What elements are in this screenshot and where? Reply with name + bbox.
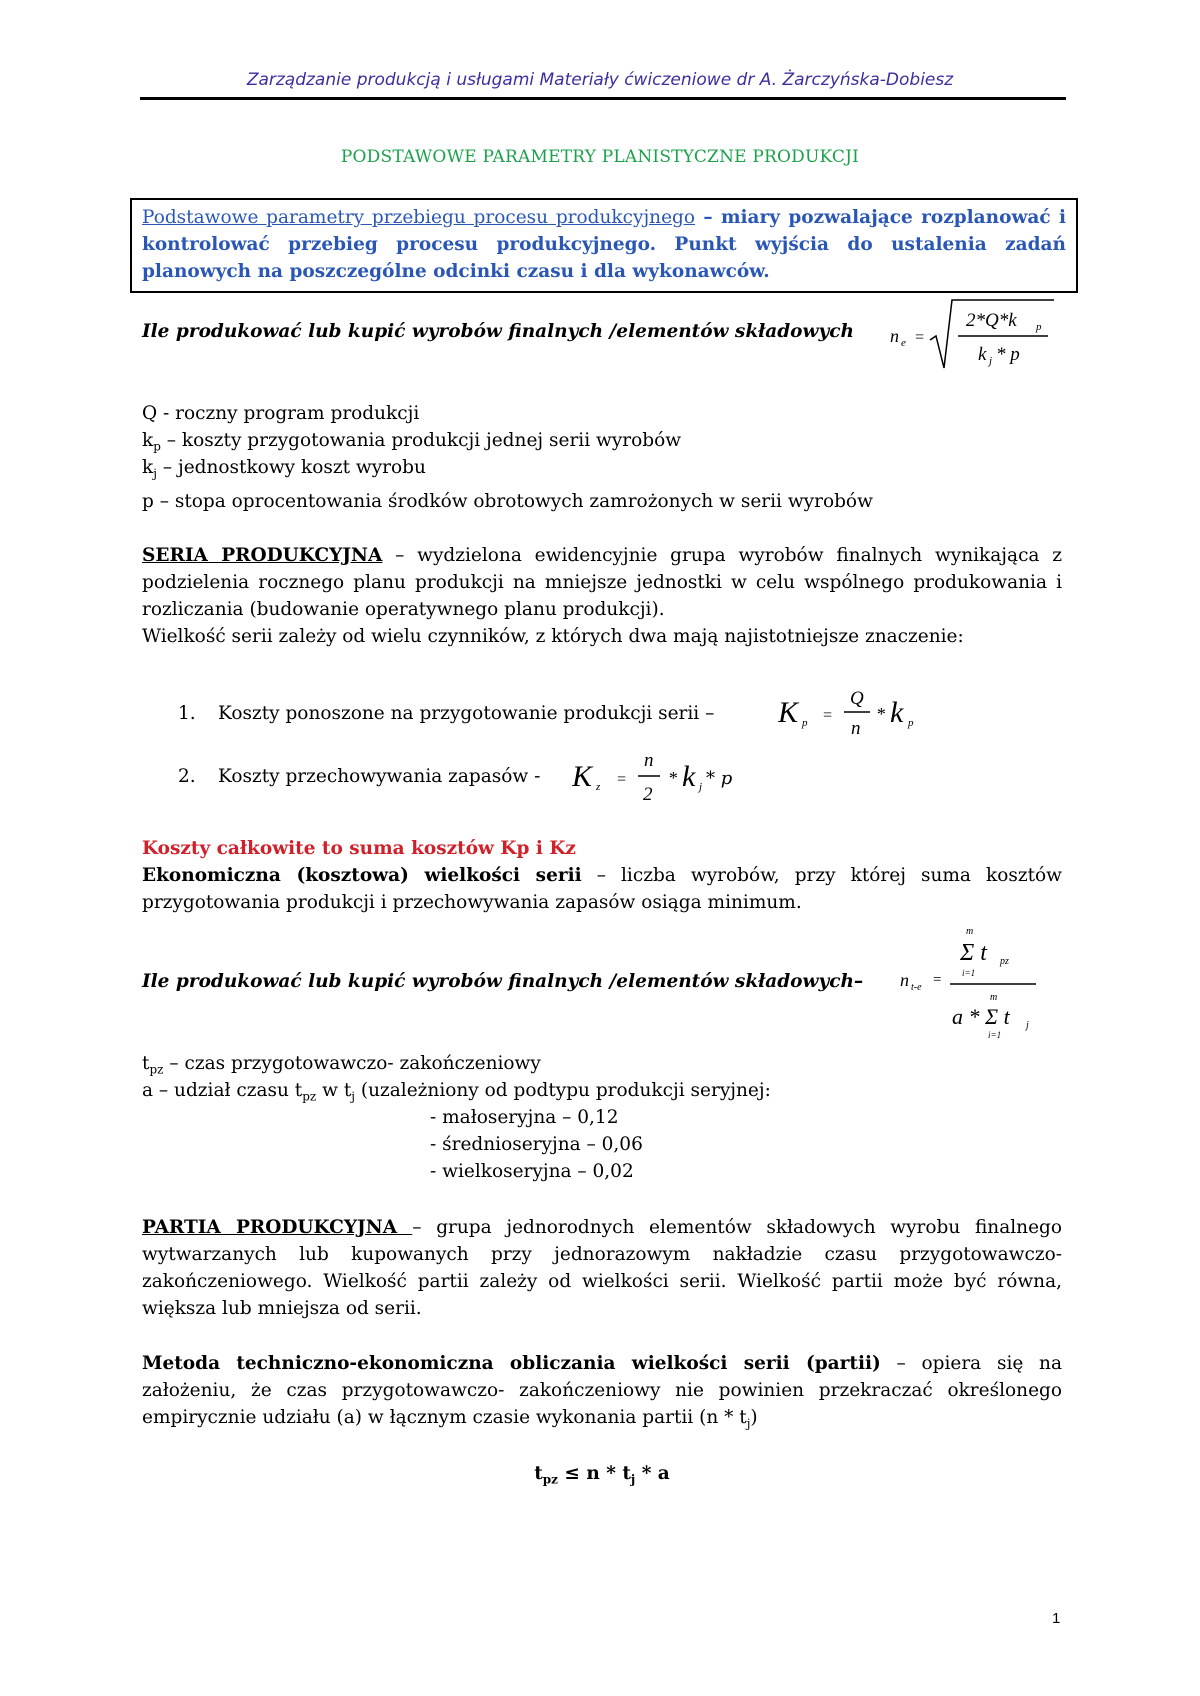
metoda-text: – opiera się na założeniu, że czas przygotowawczo- zakończeniowy nie powinien przekraczać określonego empirycznie udziału (a) w łącznym czasie wykonania partii (n * t	[142, 1353, 1062, 1428]
formula-nte-num-sub: pz	[1000, 956, 1009, 967]
a-def-sub-pz: pz	[302, 1089, 317, 1104]
legend-kp-k: k	[142, 430, 154, 451]
legend-kj-sub: j	[153, 466, 157, 481]
formula-nte-bottom-limit: i=1	[962, 968, 976, 978]
formula-kp-k: k	[890, 696, 904, 729]
formula-kz-sub: z	[596, 781, 601, 793]
formula-nte-den-bottom-limit: i=1	[988, 1030, 1002, 1040]
partia-paragraph	[142, 1214, 1062, 1322]
formula-kz-eq: =	[616, 771, 627, 788]
formula-kp-eq: =	[822, 707, 833, 724]
a-def-2: w t	[316, 1080, 352, 1101]
legend-kj-k: k	[142, 457, 154, 478]
legend-kj-text: – jednostkowy koszt wyrobu	[156, 457, 426, 478]
formula-kp-svg	[778, 680, 938, 744]
legend-kp-text: – koszty przygotowania produkcji jednej serii wyrobów	[160, 430, 682, 451]
page-header: Zarządzanie produkcją i usługami Materiały ćwiczeniowe dr A. Żarczyńska-Dobiesz	[246, 70, 954, 90]
formula-kz-num: n	[644, 750, 654, 771]
type-maloseryjna: - małoseryjna – 0,12	[430, 1107, 619, 1128]
item-2-number: 2.	[178, 766, 196, 787]
formula-ne-den-sub: j	[989, 355, 993, 367]
formula-kz-svg	[572, 744, 762, 808]
seria-term: SERIA PRODUKCYJNA	[142, 545, 383, 566]
definition-box	[130, 198, 1078, 293]
metoda-end: )	[750, 1407, 758, 1428]
seria-paragraph	[142, 542, 1062, 623]
a-def-1: a – udział czasu t	[142, 1080, 303, 1101]
formula-nte-num: Σ t	[960, 940, 987, 966]
formula-nte-lhs: n	[900, 970, 909, 990]
formula-ne-sub: e	[901, 337, 906, 349]
legend-p: p – stopa oprocentowania środków obrotowych zamrożonych w serii wyrobów	[142, 491, 873, 512]
final-formula	[142, 1460, 1062, 1494]
formula-kp-den: n	[851, 718, 861, 739]
item-1-text: Koszty ponoszone na przygotowanie produkcji serii –	[218, 703, 715, 724]
metoda-term: Metoda techniczno-ekonomiczna obliczania wielkości serii (partii)	[142, 1353, 881, 1374]
seria-text: – wydzielona ewidencyjnie grupa wyrobów finalnych wynikająca z podzielenia rocznego planu produkcji na mniejsze jednostki w celu wspólnego produkowania i rozliczania (budowanie operatywnego planu produkcji).	[142, 545, 1062, 620]
legend-kj	[142, 454, 1062, 488]
tpz-sub: pz	[149, 1062, 164, 1077]
formula-kz-mult: *	[668, 768, 677, 788]
legend-q: Q - roczny program produkcji	[142, 403, 420, 424]
formula-kp-ksub: p	[908, 717, 914, 729]
final-end: * a	[635, 1463, 670, 1484]
formula-ne-eq: =	[914, 329, 925, 346]
formula-kz-k: k	[682, 760, 696, 793]
formula-nte-top-limit: m	[966, 926, 974, 937]
a-def-3: (uzależniony od podtypu produkcji seryjnej:	[355, 1080, 771, 1101]
item-2-text: Koszty przechowywania zapasów -	[218, 766, 541, 787]
formula-ne-num-sub: p	[1036, 321, 1042, 333]
seria-factors: Wielkość serii zależy od wielu czynników, z których dwa mają najistotniejsze znaczenie:	[142, 626, 964, 647]
formula-ne-num: 2*Q*k	[966, 310, 1017, 331]
formula-nte-den-top-limit: m	[990, 992, 998, 1003]
partia-text: – grupa jednorodnych elementów składowych wyrobu finalnego wytwarzanych lub kupowanych przy jednorazowym nakładzie czasu przygotowawczo-zakończeniowego. Wielkość partii zależy od wielkości serii. Wielkość partii może być równa, większa lub mniejsza od serii.	[142, 1217, 1062, 1319]
formula-kz-K: K	[572, 760, 593, 793]
formula-kz-ksub: j	[699, 781, 703, 793]
formula-nte-sub: t-e	[911, 982, 922, 993]
econ-text: – liczba wyrobów, przy której suma kosztów przygotowania produkcji i przechowywania zapasów osiąga minimum.	[142, 865, 1062, 913]
formula-kp-mult: *	[876, 704, 885, 724]
formula-nte-eq: =	[932, 972, 943, 988]
tpz-text: – czas przygotowawczo- zakończeniowy	[163, 1053, 541, 1074]
formula-kz-tail: * p	[706, 768, 733, 789]
formula-ne-den-rest: * p	[996, 344, 1020, 365]
final-sub-j: j	[630, 1472, 636, 1487]
formula-kp-sub: p	[802, 717, 808, 729]
formula-nte-den-sub: j	[1026, 1020, 1029, 1031]
item-1-number: 1.	[178, 703, 196, 724]
formula-nte-den: a * Σ t	[952, 1004, 1010, 1029]
definition-text: – miary pozwalające rozplanować i kontrolować przebieg procesu produkcyjnego. Punkt wyjścia do ustalenia zadań planowych na poszczególne odcinki czasu i dla wykonawców.	[142, 207, 1067, 282]
econ-paragraph	[142, 862, 1062, 916]
formula-nte-svg	[898, 920, 1038, 1040]
a-def-sub-j: j	[351, 1089, 356, 1104]
metoda-sub-j: j	[746, 1416, 751, 1431]
type-wielkoseryjna: - wielkoseryjna – 0,02	[430, 1161, 634, 1182]
definition-term: Podstawowe parametry przebiegu procesu produkcyjnego	[142, 207, 696, 228]
header-rule	[140, 97, 1066, 100]
formula-ne-lhs: n	[890, 326, 899, 346]
final-sub-pz: pz	[542, 1472, 558, 1487]
final-mid: ≤ n * t	[557, 1463, 631, 1484]
formula-kp-num: Q	[850, 688, 864, 709]
formula-kp-K: K	[778, 696, 799, 729]
econ-term: Ekonomiczna (kosztowa) wielkości serii	[142, 865, 582, 886]
partia-term: PARTIA PRODUKCYJNA	[142, 1217, 413, 1238]
final-t: t	[534, 1463, 543, 1484]
question-1: Ile produkować lub kupić wyrobów finalnych /elementów składowych	[142, 321, 854, 342]
page-title: PODSTAWOWE PARAMETRY PLANISTYCZNE PRODUKCJI	[340, 147, 860, 167]
formula-kz-den: 2	[643, 784, 653, 805]
legend-kp-sub: p	[153, 439, 161, 454]
formula-ne-svg	[886, 296, 1056, 372]
total-costs: Koszty całkowite to suma kosztów Kp i Kz	[142, 838, 576, 859]
metoda-paragraph	[142, 1350, 1062, 1438]
question-2: Ile produkować lub kupić wyrobów finalnych /elementów składowych–	[142, 971, 864, 992]
page-number: 1	[1052, 1610, 1061, 1627]
type-srednioseryjna: - średnioseryjna – 0,06	[430, 1134, 643, 1155]
tpz-t: t	[142, 1053, 150, 1074]
formula-ne-den: k	[978, 344, 987, 365]
